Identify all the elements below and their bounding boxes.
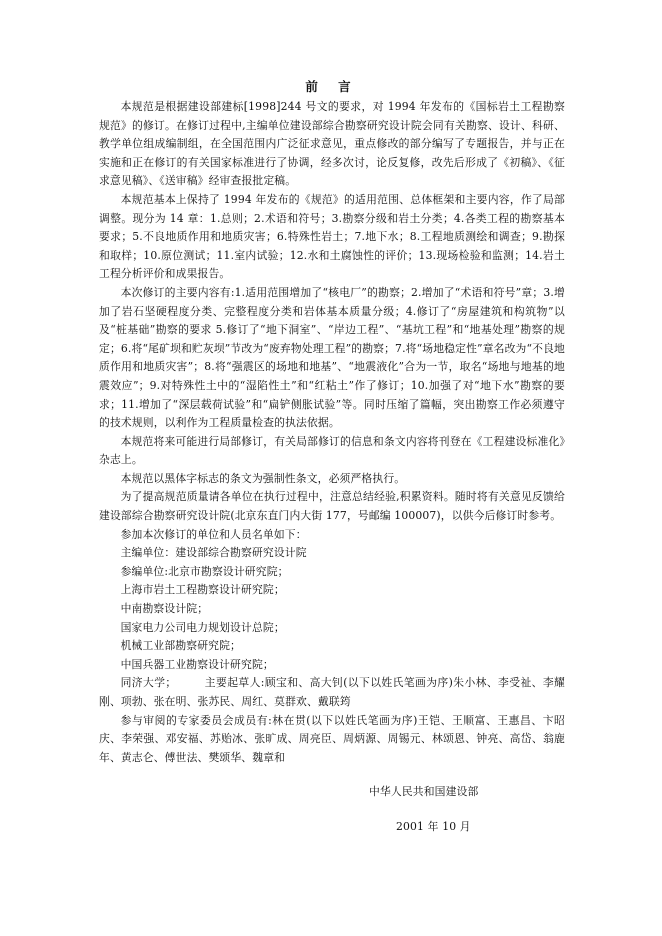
page-title: 前 言 — [305, 79, 359, 94]
unit-item: 国家电力公司电力规划设计总院； — [120, 620, 285, 634]
unit-item: 参编单位:北京市勘察设计研究院； — [120, 564, 289, 578]
paragraph-mandatory: 本规范以黑体字标志的条文为强制性条文，必须严格执行。 — [120, 471, 406, 485]
unit-item: 中国兵器工业勘察设计研究院； — [120, 657, 274, 671]
paragraph-scope: 本规范基本上保持了 1994 年发布的《规范》的适用范围、总体框架和主要内容，作了局部调整。现分为 14 章：1.总则；2.术语和符号；3.勘察分级和岩土分类；4.各类工程的勘察基本要求；5.不良地质作用和地质灾害；6.特殊性岩土；7.地下水；8.工程地质测绘和调查；9.勘探和取样；10.原位测试；11.室内试验；12.水和土腐蚀性的评价；13.现场检验和监测；14.岩土工程分析评价和成果报告。 — [99, 192, 565, 281]
paragraph-future-revision: 本规范将来可能进行局部修订，有关局部修订的信息和条文内容将刊登在《工程建设标准化》杂志上。 — [99, 434, 565, 467]
unit-item: 机械工业部勘察研究院； — [120, 639, 242, 653]
paragraph-revisions: 本次修订的主要内容有:1.适用范围增加了“核电厂”的勘察；2.增加了“术语和符号”章；3.增加了岩石坚硬程度分类、完整程度分类和岩体基本质量分级；4.修订了“房屋建筑和构筑物”以及“桩基础”勘察的要求 5.修订了“地下洞室”、“岸边工程”、“基坑工程”和“地基处理”勘察的规定；6.将“尾矿坝和贮灰坝”节改为“废弃物处理工程”的勘察；7.将“场地稳定性”章名改为“不良地质作用和地质灾害”；8.将“强震区的场地和地基”、“地震液化”合为一节，取名“场地与地基的地震效应”；9.对特殊性土中的“湿陷性土”和“红粘土”作了修订；10.加强了对“地下水”勘察的要求；11.增加了“深层载荷试验”和“扁铲侧胀试验”等。同时压缩了篇幅，突出勘察工作必须遵守的技术规则，以利作为工程质量检查的执法依据。 — [99, 285, 565, 430]
signature-block — [99, 783, 565, 836]
paragraph-participants-intro: 参加本次修订的单位和人员名单如下： — [120, 527, 307, 541]
reviewers-list: 参与审阅的专家委员会成员有:林在贯(以下以姓氏笔画为序)王铠、王顺富、王惠昌、卞昭庆、李荣强、邓安福、苏贻冰、张旷成、周亮臣、周炳源、周锡元、林颂恩、钟亮、高岱、翁鹿年、黄志仑、傅世法、樊颂华、魏章和 — [99, 713, 565, 764]
unit-item: 主编单位：建设部综合勘察研究设计院 — [120, 546, 307, 560]
document-page — [99, 78, 565, 836]
unit-item: 中南勘察设计院； — [120, 602, 209, 616]
signature-date: 2001 年 10 月 — [396, 820, 471, 834]
paragraph-feedback: 为了提高规范质量请各单位在执行过程中，注意总结经验,积累资料。随时将有关意见反馈给建设部综合勘察研究设计院(北京东直门内大街 177，号邮编 100007)，以供今后修订时参考。 — [99, 490, 565, 523]
signature-org: 中华人民共和国建设部 — [369, 785, 479, 799]
drafters-list: 同济大学； 主要起草人:顾宝和、高大钊(以下以姓氏笔画为序)朱小林、李受祉、李耀刚、项勃、张在明、张苏民、周红、莫群欢、戴联筠 — [99, 676, 565, 708]
unit-item: 上海市岩土工程勘察设计研究院； — [120, 583, 285, 597]
paragraph-basis: 本规范是根据建设部建标[1998]244 号文的要求，对 1994 年发布的《国标岩土工程勘察规范》的修订。在修订过程中,主编单位建设部综合勘察研究设计院会同有关勘察、设计、科研、教学单位组成编制组，在全国范围内广泛征求意见，重点修改的部分编写了专题报告，并与正在实施和正在修订的有关国家标准进行了协调，经多次讨，论反复修，改先后形成了《初稿》、《征求意见稿》、《送审稿》经审查报批定稿。 — [99, 100, 565, 188]
